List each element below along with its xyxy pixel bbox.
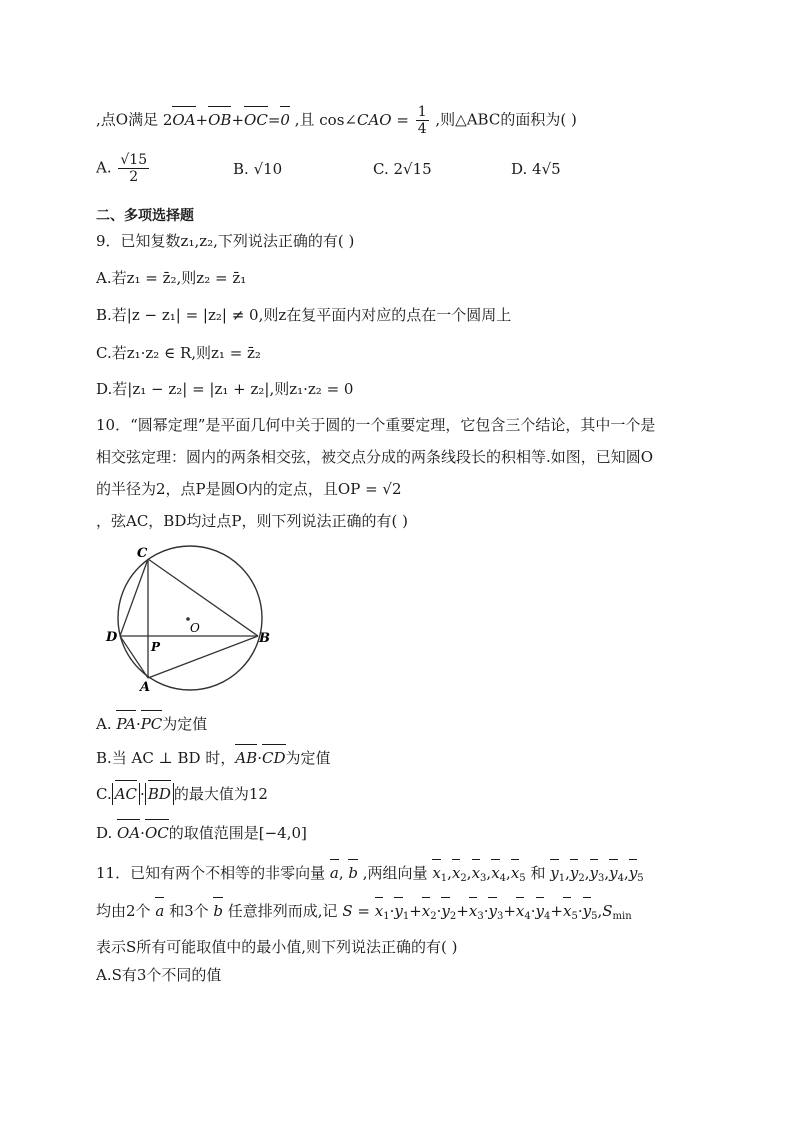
q9-option-d: D.若|z₁ − z₂| = |z₁ + z₂|,则z₁·z₂ = 0 <box>96 380 354 398</box>
q9-option-b: B.若|z − z₁| = |z₂| ≠ 0,则z在复平面内对应的点在一个圆周上 <box>96 306 512 324</box>
section-title: 二、多项选择题 <box>96 208 194 224</box>
label-c: C <box>137 546 148 561</box>
q8-option-b <box>233 160 282 178</box>
q8-vector-equation: 2OA+OB+OC=0 <box>162 110 290 129</box>
q10-option-a-text: 为定值 <box>162 715 208 733</box>
segment-da <box>120 636 148 678</box>
q10-option-a: A. PA·PC为定值 <box>96 715 208 733</box>
q11-line1-and: 和 <box>530 864 546 882</box>
q10-line-2: 相交弦定理：圆内的两条相交弦，被交点分成的两条线段长的积相等.如图，已知圆O <box>96 448 654 466</box>
option-b-expr: √10 <box>253 160 283 178</box>
segment-cb <box>148 559 258 636</box>
q10-line-3: 的半径为2，点P是圆O内的定点，且OP = √2 <box>96 480 402 498</box>
q9-stem: 9．已知复数z₁,z₂,下列说法正确的有( ) <box>96 232 355 250</box>
q11-line-3: 表示S所有可能取值中的最小值,则下列说法正确的有( ) <box>96 938 458 956</box>
option-label: D. <box>511 160 528 178</box>
q11-option-a: A.S有3个不同的值 <box>96 966 222 984</box>
q11-line2-prefix: 均由2个 <box>96 902 151 920</box>
q11-line2-suffix: 任意排列而成,记 <box>227 902 338 920</box>
option-label: A. <box>96 158 112 177</box>
label-o: O <box>190 621 200 635</box>
q8-option-c <box>373 160 432 178</box>
q8-stem-suffix: ,则△ABC的面积为( ) <box>435 110 577 129</box>
q8-stem-mid: ,且 <box>294 110 315 129</box>
q10-option-c-suffix: 的最大值为12 <box>173 785 268 803</box>
label-b: B <box>259 631 270 646</box>
q10-line-1: 10．“圆幂定理”是平面几何中关于圆的一个重要定理，它包含三个结论，其中一个是 <box>96 416 656 434</box>
segment-dc <box>120 559 148 636</box>
option-label: C. <box>373 160 389 178</box>
segment-ab <box>148 636 258 678</box>
q8-option-d <box>511 160 561 178</box>
option-a-numerator: √15 <box>120 152 148 168</box>
q8-cos-condition: cos∠CAO = $\frac{1}{4}$ <box>319 104 427 137</box>
q11-line1-mid: ,两组向量 <box>362 864 428 882</box>
q11-line-2: 均由2个 a 和3个 b 任意排列而成,记 $S = x_1\cdot y_1+x_2\cdot y_2+x_3\cdot y_3+x_4\cdot y_4+x_5\cdot y_5,S_{min}$ <box>96 902 632 922</box>
option-c-expr: 2√15 <box>393 160 432 178</box>
q8-stem-prefix: ,点O满足 <box>96 110 159 129</box>
q10-line-4: ，弦AC，BD均过点P，则下列说法正确的有( ) <box>96 512 408 530</box>
circle-figure <box>100 545 280 693</box>
q10-option-b-suffix: 为定值 <box>285 749 331 767</box>
q8-option-a <box>96 152 151 185</box>
circle-o <box>118 546 262 690</box>
q10-option-b-prefix: B.当 AC ⊥ BD 时， <box>96 749 236 767</box>
q10-option-b: B.当 AC ⊥ BD 时，AB·CD为定值 <box>96 749 331 767</box>
q10-option-c: C. AC · BD 的最大值为12 <box>96 785 268 803</box>
option-d-expr: 4√5 <box>532 160 561 178</box>
option-label: B. <box>233 160 249 178</box>
label-a: A <box>140 680 151 693</box>
q11-line1-prefix: 11．已知有两个不相等的非零向量 <box>96 864 326 882</box>
option-a-denominator: 2 <box>129 169 139 185</box>
q11-line2-mid: 和3个 <box>169 902 209 920</box>
q11-line-1: 11．已知有两个不相等的非零向量 a, b ,两组向量 $x_1,x_2,x_3,x_4,x_5$ 和 $y_1,y_2,y_3,y_4,y_5$ <box>96 864 644 884</box>
label-d: D <box>106 630 118 645</box>
label-p: P <box>151 640 161 654</box>
q9-option-a: A.若z₁ = z̄₂,则z₂ = z̄₁ <box>96 269 247 287</box>
q10-option-d-suffix: 的取值范围是[−4,0] <box>168 824 307 842</box>
q10-option-d: D. OA·OC的取值范围是[−4,0] <box>96 824 307 842</box>
q9-option-c: C.若z₁·z₂ ∈ R,则z₁ = z̄₂ <box>96 344 261 362</box>
q8-stem <box>96 104 577 137</box>
